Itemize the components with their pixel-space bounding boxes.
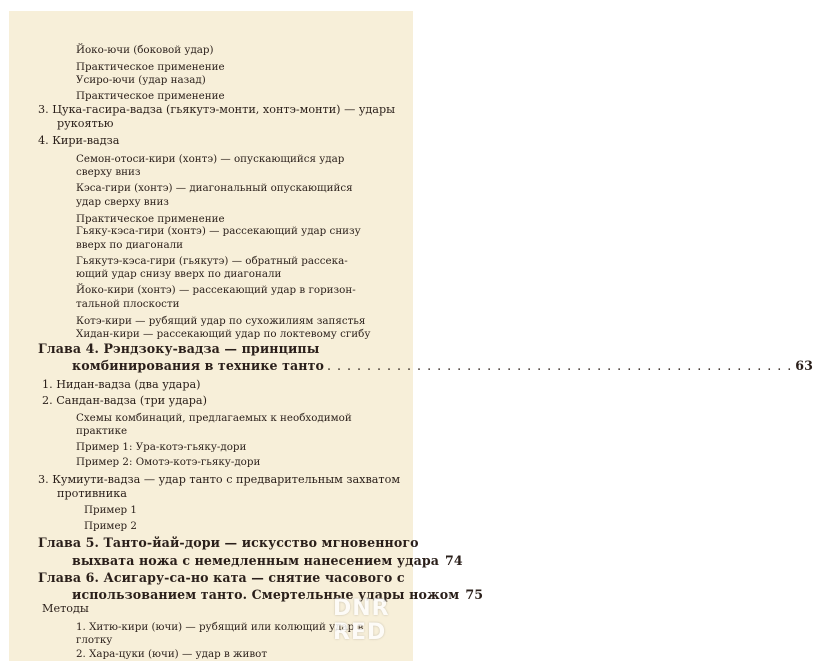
toc-entry: 2. Сандан-вадза (три удара) xyxy=(42,394,207,407)
toc-entry: Практическое применение xyxy=(76,213,225,225)
toc-entry: Схемы комбинаций, предлагаемых к необходимой xyxy=(76,412,352,424)
book-page xyxy=(9,11,813,661)
toc-entry: Пример 1: Ура-котэ-гьяку-дори xyxy=(76,441,247,453)
toc-entry: Практическое применение xyxy=(76,61,225,73)
toc-entry: Практическое применение xyxy=(76,90,225,102)
toc-entry: Хидан-кири — рассекающий удар по локтевому сгибу xyxy=(76,328,371,340)
chapter-heading-row xyxy=(38,358,813,373)
page-number: 74 xyxy=(445,553,463,568)
toc-entry: Йоко-ючи (боковой удар) xyxy=(76,44,214,56)
toc-entry: Йоко-кири (хонтэ) — рассекающий удар в горизон- xyxy=(76,284,356,296)
dot-leader xyxy=(327,358,792,373)
chapter-heading: выхвата ножа с немедленным нанесением удара xyxy=(72,553,439,568)
toc-entry: Пример 1 xyxy=(84,504,137,516)
toc-entry: Пример 2 xyxy=(84,520,137,532)
toc-entry: Усиро-ючи (удар назад) xyxy=(76,74,206,86)
toc-entry: рукоятью xyxy=(57,117,114,130)
toc-entry: ющий удар снизу вверх по диагонали xyxy=(76,268,282,280)
toc-entry: Методы xyxy=(42,602,89,615)
page-number: 75 xyxy=(465,587,484,602)
page-number: 63 xyxy=(795,358,813,373)
toc-entry: 3. Цука-гасира-вадза (гьякутэ-монти, хонтэ-монти) — удары xyxy=(38,103,396,116)
toc-entry: сверху вниз xyxy=(76,166,141,178)
chapter-heading-row xyxy=(38,587,484,602)
toc-entry: 3. Кумиути-вадза — удар танто с предварительным захватом xyxy=(38,473,401,486)
chapter-heading: Глава 4. Рэндзоку-вадза — принципы xyxy=(38,341,320,356)
toc-entry: Семон-отоси-кири (хонтэ) — опускающийся удар xyxy=(76,153,345,165)
toc-entry: удар сверху вниз xyxy=(76,196,169,208)
chapter-heading: использованием танто. Смертельные удары ножом xyxy=(72,587,460,602)
toc-entry: Гьяку-кэса-гири (хонтэ) — рассекающий удар снизу xyxy=(76,225,361,237)
chapter-heading-row xyxy=(38,553,463,568)
toc-entry: тальной плоскости xyxy=(76,298,180,310)
toc-entry: 2. Хара-цуки (ючи) — удар в живот xyxy=(76,648,268,660)
chapter-heading: Глава 5. Танто-йай-дори — искусство мгновенного xyxy=(38,535,419,550)
toc-entry: Гьякутэ-кэса-гири (гьякутэ) — обратный рассека- xyxy=(76,255,348,267)
watermark-text: RED xyxy=(333,620,387,645)
toc-entry: 1. Нидан-вадза (два удара) xyxy=(42,378,201,391)
toc-entry: Кэса-гири (хонтэ) — диагональный опускающийся xyxy=(76,182,353,194)
toc-entry: 1. Хитю-кири (ючи) — рубящий или колющий удар в xyxy=(76,621,364,633)
toc-entry: вверх по диагонали xyxy=(76,239,184,251)
watermark-logo xyxy=(333,597,403,645)
toc-entry: Котэ-кири — рубящий удар по сухожилиям запястья xyxy=(76,315,366,327)
toc-entry: Пример 2: Омотэ-котэ-гьяку-дори xyxy=(76,456,261,468)
toc-entry: противника xyxy=(57,487,127,500)
watermark-text: DNR xyxy=(333,596,390,621)
toc-entry: 4. Кири-вадза xyxy=(38,134,120,147)
chapter-heading: комбинирования в технике танто xyxy=(72,358,324,373)
toc-entry: глотку xyxy=(76,634,113,646)
toc-entry: практике xyxy=(76,425,128,437)
chapter-heading: Глава 6. Асигару-са-но ката — снятие часового с xyxy=(38,570,405,585)
